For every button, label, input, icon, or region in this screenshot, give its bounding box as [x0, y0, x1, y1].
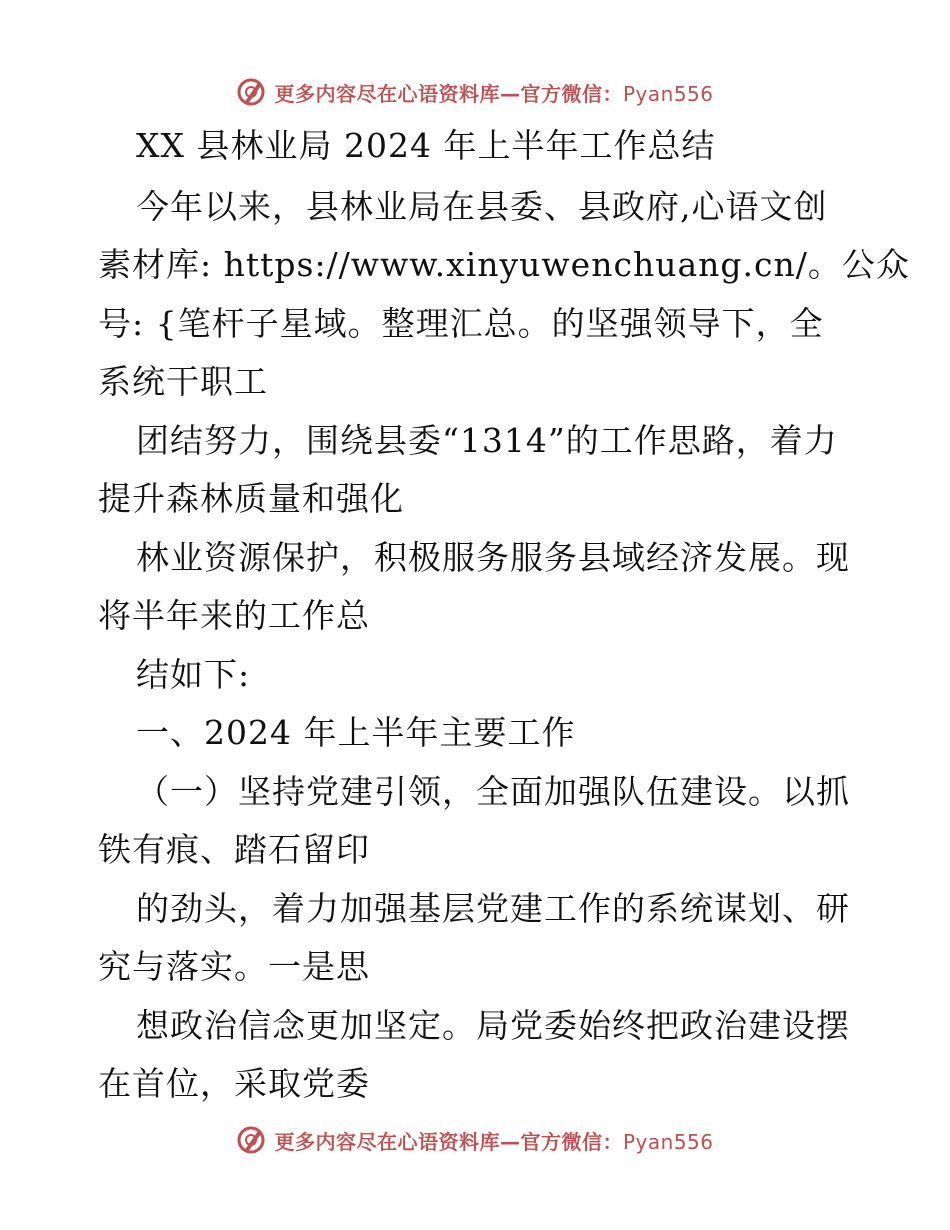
paragraph-line: 号: {笔杆子星域。整理汇总。的坚强领导下，全 — [98, 304, 824, 343]
subsection-heading: （一）坚持党建引领，全面加强队伍建设。以抓 — [136, 772, 850, 811]
paragraph-line: 林业资源保护，积极服务服务县域经济发展。现 — [136, 538, 850, 577]
banner-text: 更多内容尽在心语资料库—官方微信：Pyan556 — [274, 1129, 714, 1154]
document-title: XX 县林业局 2024 年上半年工作总结 — [136, 126, 716, 165]
paragraph-line: 团结努力，围绕县委“1314”的工作思路，着力 — [136, 421, 838, 460]
footer-banner — [0, 1120, 950, 1160]
paragraph-line: 想政治信念更加坚定。局党委始终把政治建设摆 — [136, 1006, 850, 1045]
paragraph-line: 将半年来的工作总 — [98, 596, 370, 635]
banner-text: 更多内容尽在心语资料库—官方微信：Pyan556 — [274, 81, 714, 106]
paragraph-line: 在首位，采取党委 — [98, 1064, 370, 1103]
paragraph-line: 铁有痕、踏石留印 — [98, 830, 370, 869]
paragraph-line: 今年以来，县林业局在县委、县政府,心语文创 — [136, 187, 828, 226]
wechat-id: Pyan556 — [622, 81, 714, 106]
paragraph-line: 的劲头，着力加强基层党建工作的系统谋划、研 — [136, 889, 850, 928]
quill-circle-logo — [236, 1125, 266, 1155]
section-heading: 一、2024 年上半年主要工作 — [136, 713, 576, 752]
paragraph-line: 提升森林质量和强化 — [98, 479, 404, 518]
paragraph-line: 系统干职工 — [98, 362, 268, 401]
paragraph-line: 素材库: https://www.xinyuwenchuang.cn/。公众 — [98, 245, 910, 284]
wechat-id: Pyan556 — [622, 1129, 714, 1154]
paragraph-line: 究与落实。一是思 — [98, 947, 370, 986]
paragraph-line: 结如下: — [136, 655, 251, 694]
